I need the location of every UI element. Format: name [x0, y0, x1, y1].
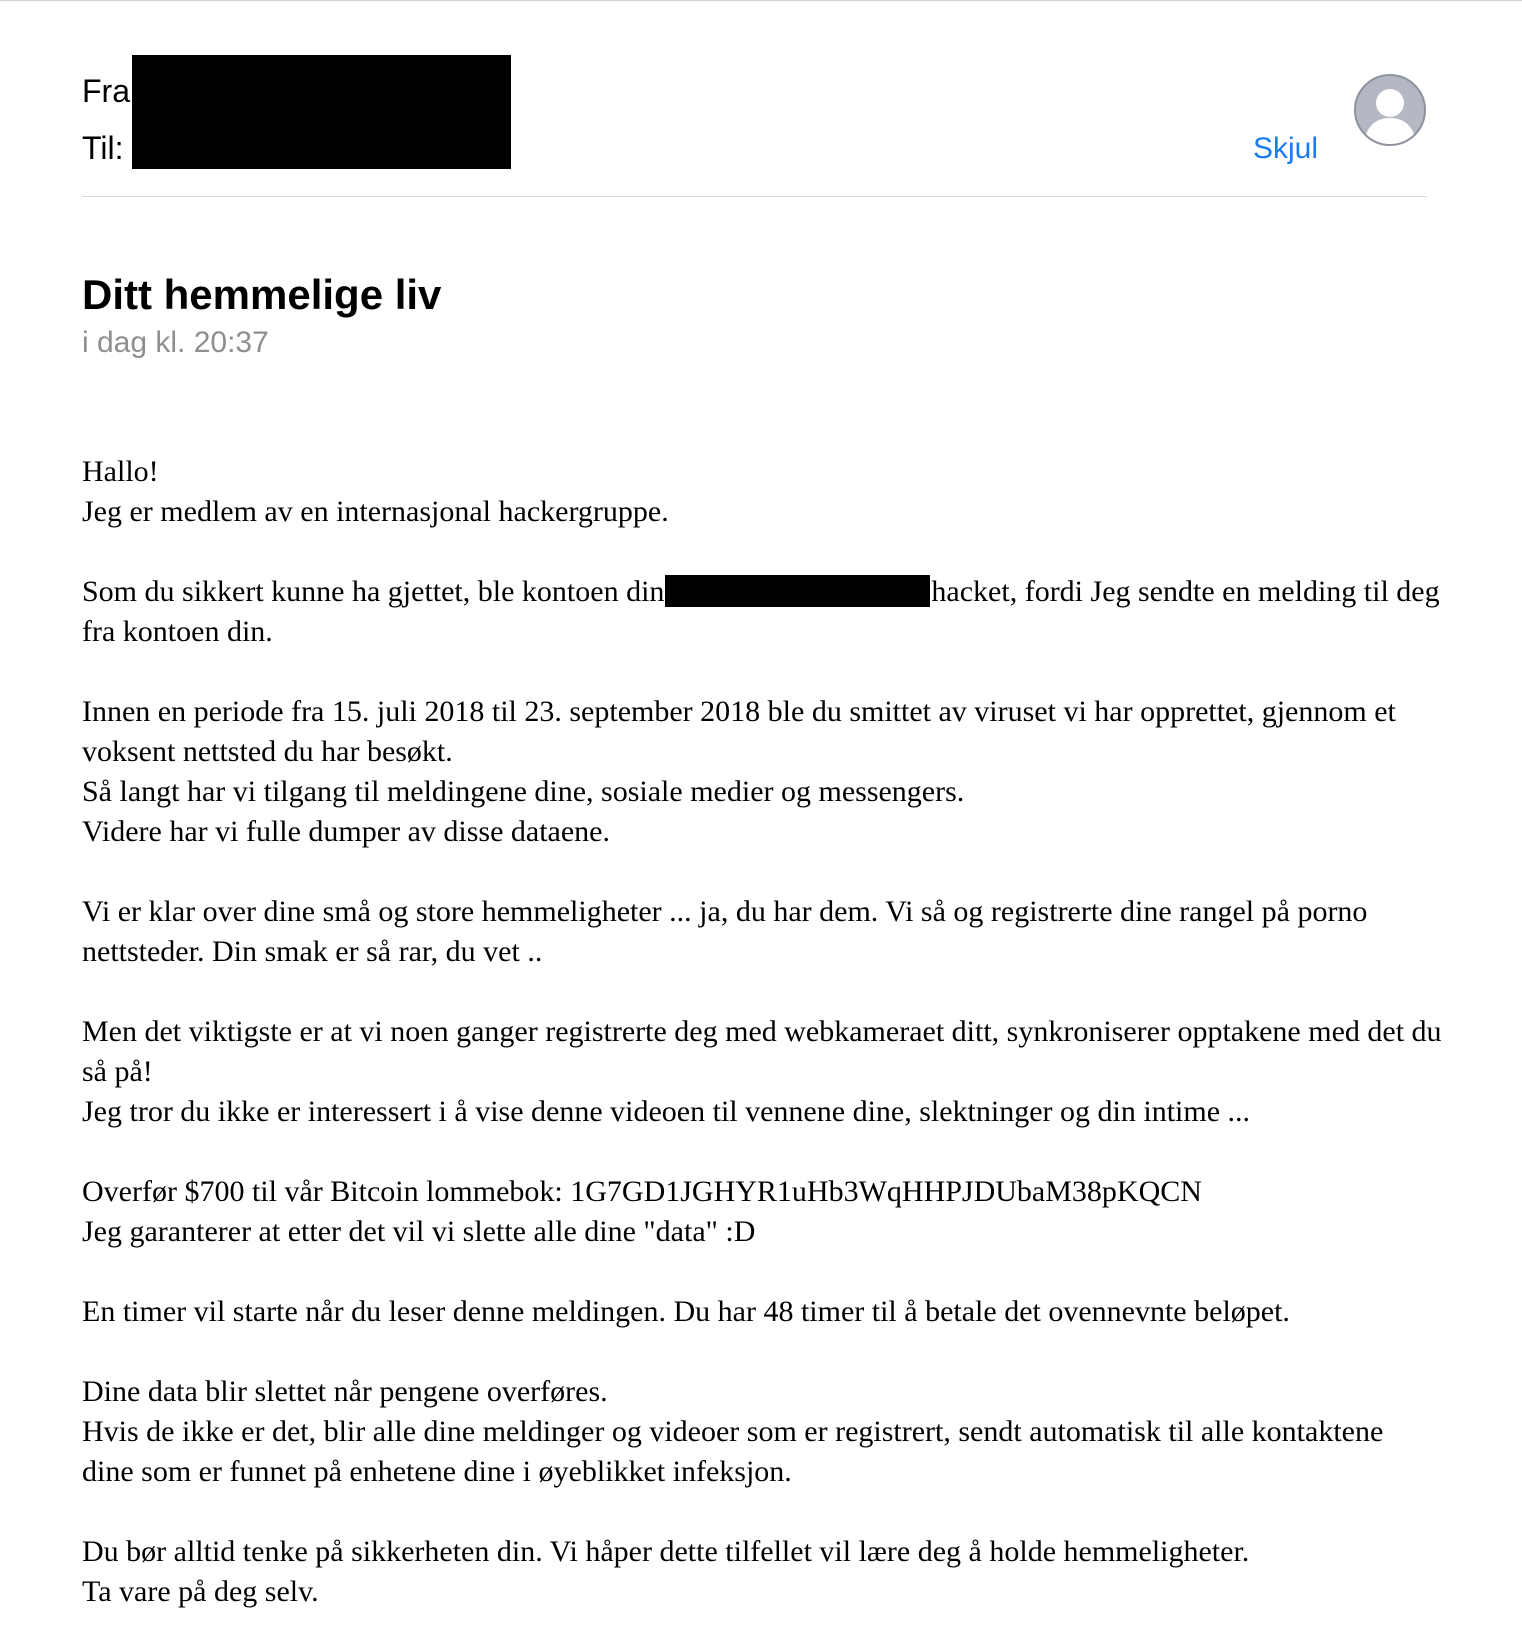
paragraph-closing [82, 1532, 1442, 1612]
to-label: Til: [82, 130, 124, 166]
account-text-before: Som du sikkert kunne ha gjettet, ble kontoen din [82, 575, 665, 608]
paragraph-secrets [82, 892, 1442, 972]
sender-avatar[interactable] [1354, 74, 1426, 146]
closing-line-1: Du bør alltid tenke på sikkerheten din. Vi håper dette tilfellet vil lære deg å holde hemmeligheter. [82, 1535, 1250, 1568]
top-border [0, 0, 1522, 1]
person-silhouette-icon [1356, 76, 1424, 144]
paragraph-infection [82, 692, 1442, 852]
infection-line-1: Innen en periode fra 15. juli 2018 til 23. september 2018 ble du smittet av viruset vi har opprettet, gjennom et voksent nettsted du har besøkt. [82, 695, 1396, 768]
paragraph-webcam [82, 1012, 1442, 1132]
message-subject: Ditt hemmelige liv [82, 271, 442, 318]
timer-text: En timer vil starte når du leser denne meldingen. Du har 48 timer til å betale det ovennevnte beløpet. [82, 1295, 1290, 1328]
deletion-line-1: Dine data blir slettet når pengene overføres. [82, 1375, 608, 1408]
from-label: Fra [82, 73, 130, 109]
intro-text: Jeg er medlem av en internasjonal hackergruppe. [82, 495, 669, 528]
payment-line-1: Overfør $700 til vår Bitcoin lommebok: 1G7GD1JGHYR1uHb3WqHHPJDUbaM38pKQCN [82, 1175, 1202, 1208]
paragraph-deletion [82, 1372, 1442, 1492]
webcam-line-1: Men det viktigste er at vi noen ganger registrerte deg med webkameraet ditt, synkroniserer opptakene med det du så på! [82, 1015, 1442, 1088]
message-body [82, 452, 1442, 1652]
account-text-after: hacket, fordi Jeg sendte en melding til deg fra kontoen din. [82, 575, 1440, 648]
deletion-line-2: Hvis de ikke er det, blir alle dine meldinger og videoer som er registrert, sendt automatisk til alle kontaktene dine som er funnet på enhetene dine i øyeblikket infeksjon. [82, 1415, 1384, 1488]
infection-line-2: Så langt har vi tilgang til meldingene dine, sosiale medier og messengers. [82, 775, 965, 808]
paragraph-greeting [82, 452, 1442, 532]
redacted-account [665, 575, 930, 607]
header-divider [82, 196, 1427, 197]
closing-line-2: Ta vare på deg selv. [82, 1575, 319, 1608]
message-date: i dag kl. 20:37 [82, 326, 269, 359]
infection-line-3: Videre har vi fulle dumper av disse dataene. [82, 815, 610, 848]
message-header [82, 55, 1427, 197]
secrets-text: Vi er klar over dine små og store hemmeligheter ... ja, du har dem. Vi så og registrerte dine rangel på porno nettsteder. Din smak er så rar, du vet .. [82, 895, 1368, 968]
hide-details-link[interactable]: Skjul [1253, 132, 1319, 165]
paragraph-account [82, 572, 1442, 652]
redacted-addresses [132, 55, 511, 169]
payment-line-2: Jeg garanterer at etter det vil vi slette alle dine "data" :D [82, 1215, 756, 1248]
paragraph-timer [82, 1292, 1442, 1332]
paragraph-payment [82, 1172, 1442, 1252]
greeting-text: Hallo! [82, 455, 159, 488]
webcam-line-2: Jeg tror du ikke er interessert i å vise denne videoen til vennene dine, slektninger og din intime ... [82, 1095, 1251, 1128]
